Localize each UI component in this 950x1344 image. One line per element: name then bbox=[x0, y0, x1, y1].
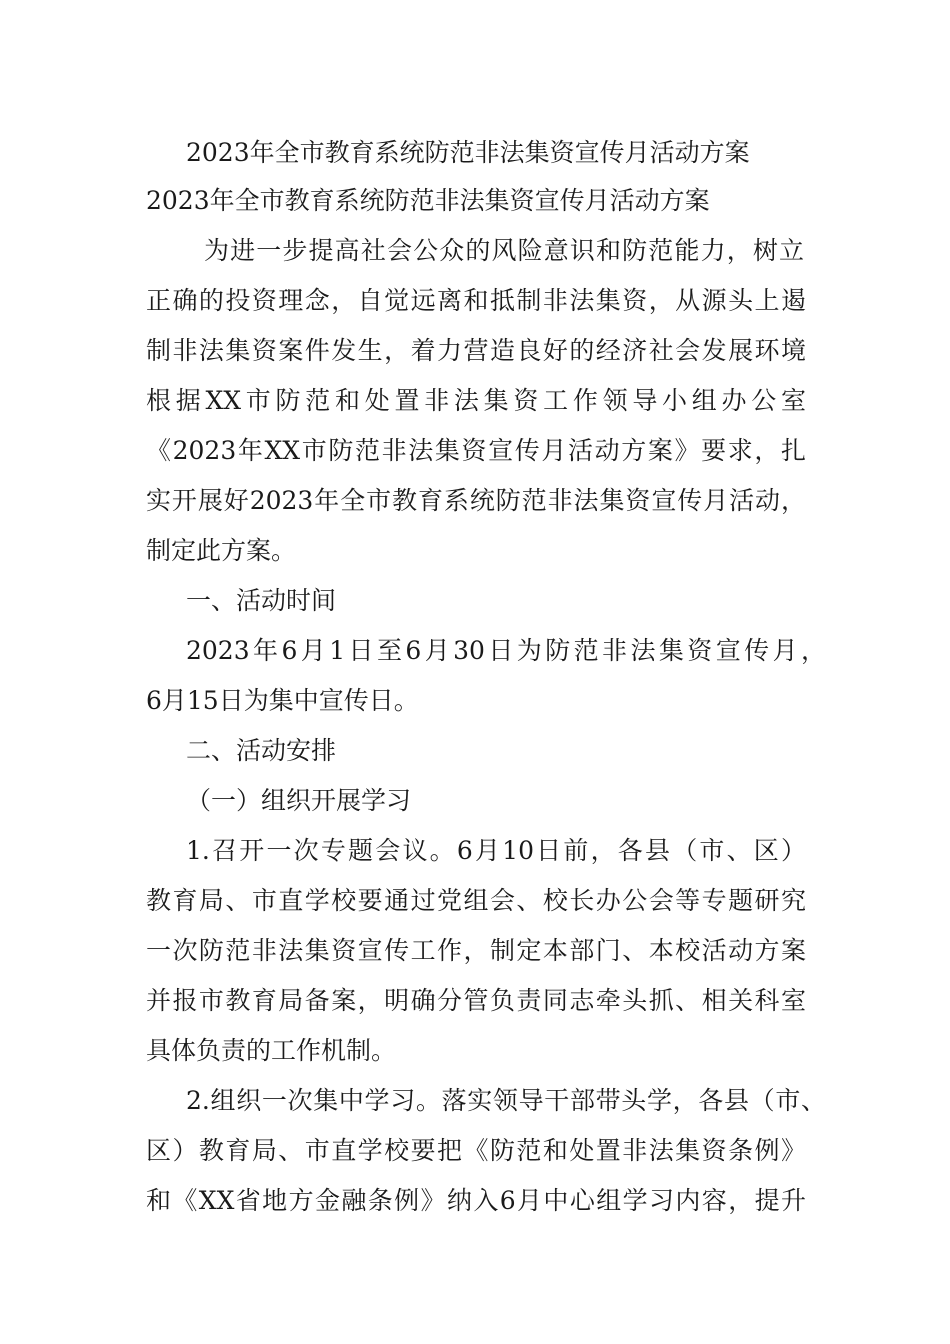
section-heading-time: 一、活动时间 bbox=[186, 586, 337, 615]
paragraph-line: 并报市教育局备案，明确分管负责同志牵头抓、相关科室 bbox=[146, 986, 806, 1015]
paragraph-line: 为进一步提高社会公众的风险意识和防范能力，树立 bbox=[204, 236, 804, 265]
doc-title: 2023年全市教育系统防范非法集资宣传月活动方案 bbox=[186, 138, 750, 167]
paragraph-line: 具体负责的工作机制。 bbox=[146, 1036, 397, 1065]
paragraph-line: 一次防范非法集资宣传工作，制定本部门、本校活动方案 bbox=[146, 936, 806, 965]
section-heading-arrangement: 二、活动安排 bbox=[186, 736, 337, 765]
paragraph-line: 2023年6月1日至6月30日为防范非法集资宣传月， bbox=[186, 636, 826, 665]
paragraph-line: 实开展好2023年全市教育系统防范非法集资宣传月活动， bbox=[146, 486, 806, 515]
paragraph-line: 1.召开一次专题会议。6月10日前，各县（市、区） bbox=[186, 836, 806, 865]
paragraph-line: 正确的投资理念，自觉远离和抵制非法集资，从源头上遏 bbox=[146, 286, 806, 315]
subsection-heading: （一）组织开展学习 bbox=[186, 786, 412, 815]
paragraph-line: 6月15日为集中宣传日。 bbox=[146, 686, 419, 715]
doc-subtitle: 2023年全市教育系统防范非法集资宣传月活动方案 bbox=[146, 186, 710, 215]
paragraph-line: 和《XX省地方金融条例》纳入6月中心组学习内容，提升 bbox=[146, 1186, 806, 1215]
paragraph-line: 制非法集资案件发生，着力营造良好的经济社会发展环境 bbox=[146, 336, 806, 365]
paragraph-line: 根据XX市防范和处置非法集资工作领导小组办公室 bbox=[146, 386, 806, 415]
paragraph-line: 《2023年XX市防范非法集资宣传月活动方案》要求，扎 bbox=[146, 436, 806, 465]
paragraph-line: 2.组织一次集中学习。落实领导干部带头学，各县（市、 bbox=[186, 1086, 826, 1115]
paragraph-line: 区）教育局、市直学校要把《防范和处置非法集资条例》 bbox=[146, 1136, 806, 1165]
paragraph-line: 制定此方案。 bbox=[146, 536, 297, 565]
paragraph-line: 教育局、市直学校要通过党组会、校长办公会等专题研究 bbox=[146, 886, 806, 915]
